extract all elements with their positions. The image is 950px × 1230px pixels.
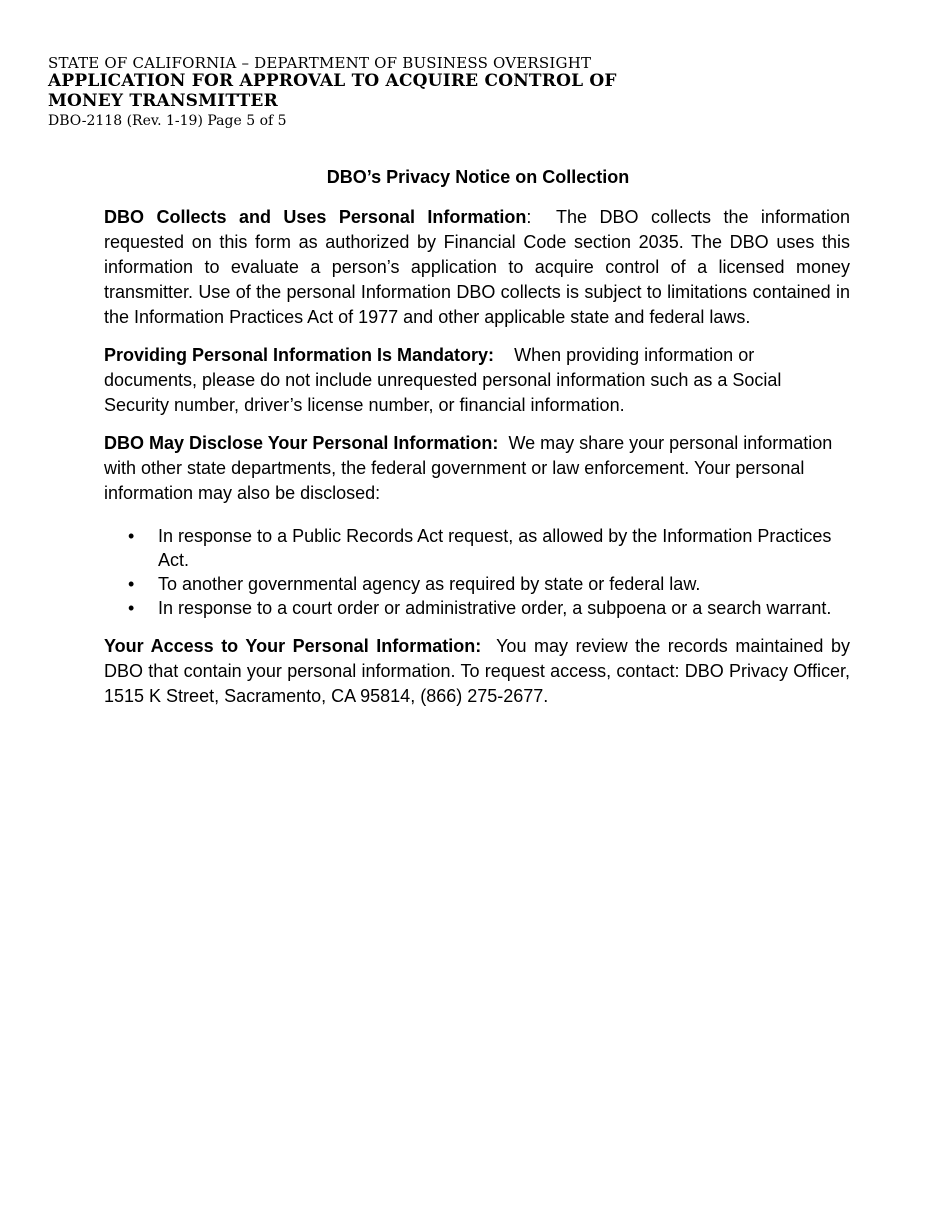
section-heading: DBO Collects and Uses Personal Information (104, 207, 527, 227)
section-body: The DBO collects the information requested on this form as authorized by Financial Code section 2035. The DBO uses this information to evaluate a person’s application to acquire control of a licensed money transmitter. Use of the personal Information DBO collects is subject to limitations contained in the Information Practices Act of 1977 and other applicable state and federal laws. (104, 207, 850, 327)
agency-name: STATE OF CALIFORNIA – DEPARTMENT OF BUSINESS OVERSIGHT (48, 54, 592, 72)
list-item-text: In response to a court order or administrative order, a subpoena or a search warrant. (158, 598, 832, 618)
list-item (104, 596, 850, 620)
section-heading: Providing Personal Information Is Mandatory: (104, 345, 495, 365)
bullet-icon: • (128, 598, 135, 618)
section-heading: DBO May Disclose Your Personal Information: (104, 433, 499, 453)
form-number-and-page: DBO-2118 (Rev. 1-19) Page 5 of 5 (48, 113, 287, 130)
list-item (104, 524, 850, 572)
section-body: When providing information or documents, please do not include unrequested personal information such as a Social Security number, driver’s license number, or financial information. (104, 345, 782, 415)
list-item-text: In response to a Public Records Act request, as allowed by the Information Practices Act. (158, 526, 832, 570)
section-separator (498, 433, 508, 453)
bullet-icon: • (128, 526, 135, 546)
privacy-notice-title: DBO’s Privacy Notice on Collection (326, 167, 630, 187)
section-body: You may review the records maintained by DBO that contain your personal information. To request access, contact: DBO Privacy Officer, 1515 K Street, Sacramento, CA 95814, (866) 275-2677. (104, 636, 850, 706)
form-header (48, 55, 617, 129)
section-separator (481, 636, 496, 656)
section-mandatory (104, 343, 850, 418)
section-collects-and-uses (104, 205, 850, 330)
disclosure-list (104, 524, 850, 620)
form-title-line-1: APPLICATION FOR APPROVAL TO ACQUIRE CONTROL OF (48, 71, 617, 92)
section-may-disclose (104, 431, 850, 506)
bullet-icon: • (128, 574, 135, 594)
list-item-text: To another governmental agency as required by state or federal law. (158, 574, 701, 594)
section-separator: : (526, 207, 557, 227)
section-your-access (104, 634, 850, 709)
list-item (104, 572, 850, 596)
section-separator (494, 345, 514, 365)
privacy-notice-body (104, 205, 850, 722)
section-body: We may share your personal information with other state departments, the federal government or law enforcement. Your personal information may also be disclosed: (104, 433, 833, 503)
section-heading: Your Access to Your Personal Information: (104, 636, 482, 656)
form-title-line-2: MONEY TRANSMITTER (48, 90, 278, 111)
